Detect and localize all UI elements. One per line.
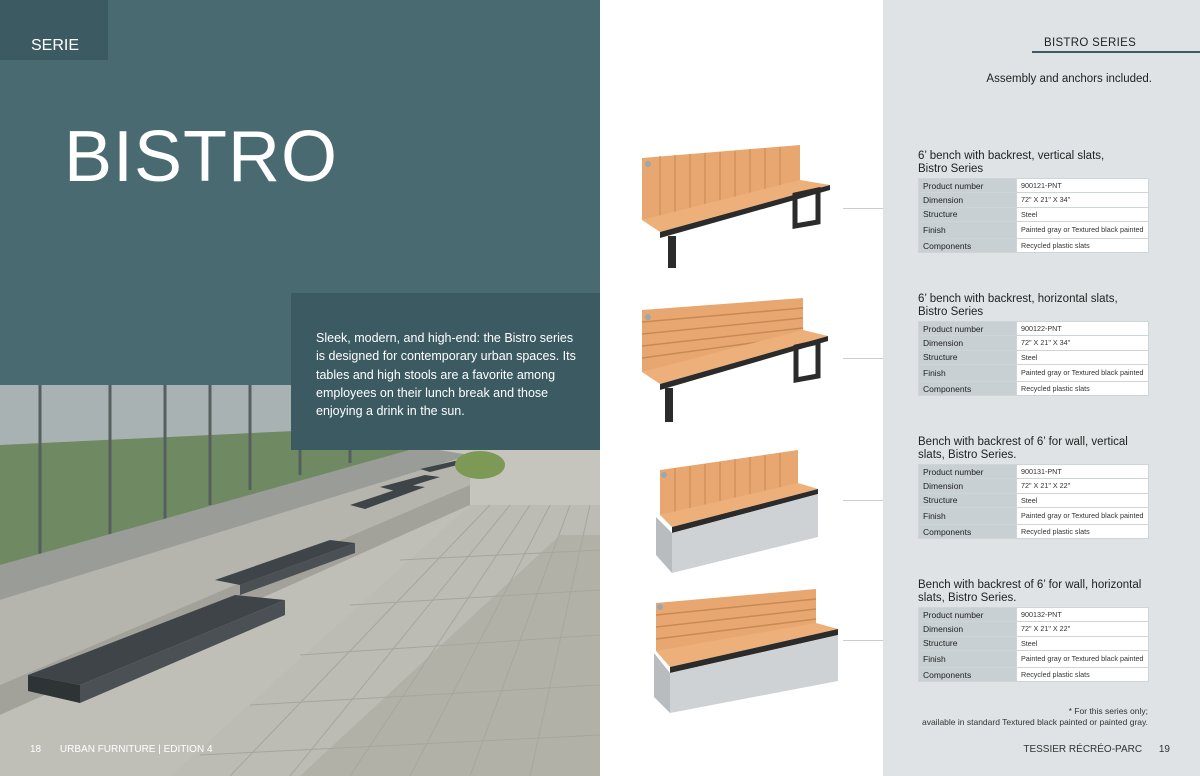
description-text: Sleek, modern, and high-end: the Bistro series is designed for contemporary urban spaces. Its tables and high stools are a favorite among employees on their lunch break and those enjoying a drink in the sun. (316, 331, 576, 419)
spec-key: Dimension (919, 193, 1017, 207)
product-title-line2: Bistro Series (918, 305, 984, 318)
spec-key: Finish (919, 364, 1017, 381)
spec-key: Dimension (919, 622, 1017, 636)
spec-table (918, 178, 1149, 253)
spec-key: Components (919, 238, 1017, 252)
spec-value: 900122-PNT (1017, 322, 1149, 336)
spec-table (918, 607, 1149, 682)
product-title-line2: Bistro Series (918, 162, 984, 175)
spec-value: Recycled plastic slats (1017, 667, 1149, 681)
spec-table (918, 321, 1149, 396)
spec-value: Painted gray or Textured black painted (1017, 507, 1149, 524)
spec-key: Dimension (919, 479, 1017, 493)
product-spec-block (918, 293, 1149, 396)
spec-table (918, 464, 1149, 539)
footer-brand: TESSIER RÉCRÉO-PARC (1023, 744, 1143, 755)
spec-value: Steel (1017, 636, 1149, 650)
product-title-line1: Bench with backrest of 6’ for wall, vertical (918, 436, 1128, 448)
spec-value: Steel (1017, 493, 1149, 507)
footer-left (30, 744, 213, 755)
description-box (291, 293, 600, 450)
series-label: BISTRO SERIES (1044, 37, 1137, 49)
assembly-note: Assembly and anchors included. (986, 73, 1152, 85)
spec-key: Structure (919, 350, 1017, 364)
spec-key: Components (919, 667, 1017, 681)
wall-bench-horizontal-slats-image (620, 585, 860, 725)
product-spec-block (918, 436, 1149, 539)
product-spec-block (918, 150, 1149, 253)
wall-bench-vertical-slats-image (620, 445, 860, 585)
spec-value: 72" X 21" X 22" (1017, 479, 1149, 493)
footnote-line2: available in standard Textured black painted or painted gray. (921, 716, 1148, 727)
connector-line (843, 640, 883, 641)
product-title (918, 579, 1149, 604)
spec-key: Dimension (919, 336, 1017, 350)
spec-key: Product number (919, 179, 1017, 193)
serie-tab-label: SERIE (30, 37, 80, 54)
spec-key: Product number (919, 465, 1017, 479)
spec-key: Product number (919, 322, 1017, 336)
spec-value: 900131-PNT (1017, 465, 1149, 479)
bench-vertical-slats-image (620, 140, 860, 280)
spec-value: 900132-PNT (1017, 608, 1149, 622)
connector-line (843, 500, 883, 501)
footnote-line1: * For this series only; (1068, 706, 1148, 716)
spec-value: 900121-PNT (1017, 179, 1149, 193)
product-spec-block (918, 579, 1149, 682)
spec-value: 72" X 21" X 22" (1017, 622, 1149, 636)
spec-key: Components (919, 381, 1017, 395)
spec-value: 72" X 21" X 34" (1017, 193, 1149, 207)
spec-value: Painted gray or Textured black painted (1017, 364, 1149, 381)
spec-key: Structure (919, 493, 1017, 507)
footer-right (1023, 744, 1170, 755)
spec-key: Finish (919, 650, 1017, 667)
connector-line (843, 358, 883, 359)
spec-value: Painted gray or Textured black painted (1017, 221, 1149, 238)
series-underline (1032, 51, 1200, 53)
spec-value: 72" X 21" X 34" (1017, 336, 1149, 350)
spec-value: Painted gray or Textured black painted (1017, 650, 1149, 667)
footer-publication: URBAN FURNITURE | EDITION 4 (59, 744, 213, 755)
spec-key: Components (919, 524, 1017, 538)
connector-line (843, 208, 883, 209)
spec-key: Product number (919, 608, 1017, 622)
spec-key: Structure (919, 207, 1017, 221)
product-title-line2: slats, Bistro Series. (918, 448, 1017, 461)
product-title-line2: slats, Bistro Series. (918, 591, 1017, 604)
spec-key: Structure (919, 636, 1017, 650)
spec-key: Finish (919, 221, 1017, 238)
spec-value: Recycled plastic slats (1017, 524, 1149, 538)
spec-value: Recycled plastic slats (1017, 381, 1149, 395)
series-footnote (922, 706, 1148, 727)
product-title (918, 150, 1149, 175)
product-title-line1: 6’ bench with backrest, vertical slats, (918, 150, 1105, 162)
spec-key: Finish (919, 507, 1017, 524)
spec-value: Steel (1017, 350, 1149, 364)
spec-value: Recycled plastic slats (1017, 238, 1149, 252)
product-title (918, 436, 1149, 461)
bench-horizontal-slats-image (620, 290, 860, 430)
page-number-right: 19 (1158, 744, 1170, 755)
spec-value: Steel (1017, 207, 1149, 221)
serie-tab (0, 0, 108, 60)
product-title-line1: 6’ bench with backrest, horizontal slats, (918, 293, 1118, 305)
product-title (918, 293, 1149, 318)
page-title: BISTRO (64, 117, 339, 197)
page-number-left: 18 (30, 744, 42, 755)
product-title-line1: Bench with backrest of 6’ for wall, horizontal (918, 579, 1142, 591)
